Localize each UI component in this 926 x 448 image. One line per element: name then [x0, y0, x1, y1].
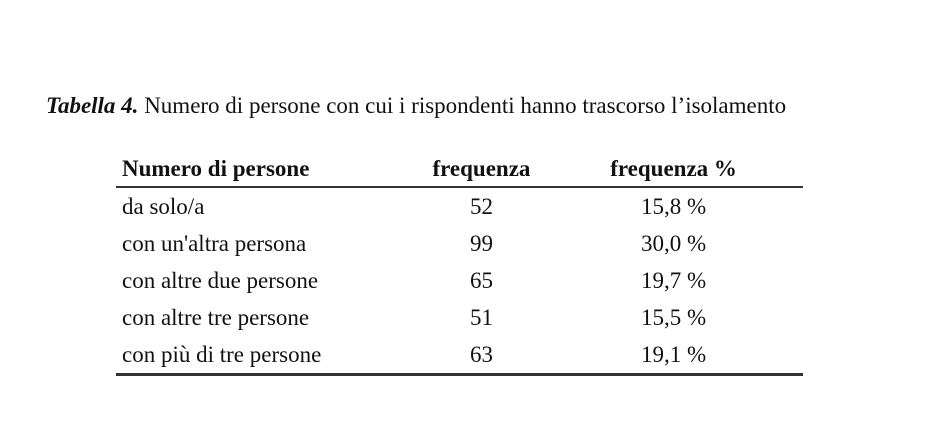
row-label: con altre tre persone: [122, 304, 310, 330]
row-frequency: 51: [469, 304, 493, 330]
row-frequency: 99: [469, 230, 493, 256]
data-table: [116, 152, 803, 376]
row-frequency-percent: 15,5 %: [640, 304, 707, 330]
row-frequency: 63: [399, 336, 564, 375]
row-label: con altre due persone: [122, 267, 319, 293]
header-cell-frequency-percent: frequenza %: [564, 152, 803, 187]
table-row: [116, 262, 803, 299]
table-row: [116, 299, 803, 336]
row-frequency-percent: 19,7 %: [640, 267, 707, 293]
table-caption: [46, 92, 786, 120]
table-row: [116, 187, 803, 225]
table-row: [116, 225, 803, 262]
table-caption-label: Tabella 4.: [46, 93, 139, 118]
frequency-table: [116, 152, 803, 376]
row-frequency-percent: 19,1 %: [564, 336, 803, 375]
table-header-row: [116, 152, 803, 187]
row-frequency-percent: 15,8 %: [640, 193, 707, 219]
row-label: con più di tre persone: [116, 336, 399, 375]
header-cell-number-of-people: Numero di persone: [116, 152, 399, 187]
table-row: [116, 336, 803, 375]
table-caption-text: Numero di persone con cui i rispondenti hanno trascorso l’isolamento: [144, 93, 787, 118]
header-cell-frequency: frequenza: [399, 152, 564, 187]
row-frequency-percent: 30,0 %: [640, 230, 707, 256]
row-frequency: 65: [469, 267, 493, 293]
row-label: da solo/a: [122, 193, 205, 219]
row-label: con un'altra persona: [122, 230, 307, 256]
row-frequency: 52: [469, 193, 493, 219]
